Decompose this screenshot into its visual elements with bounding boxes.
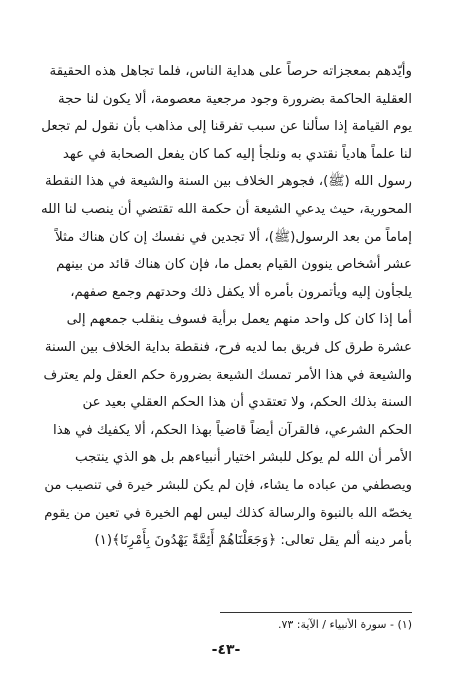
text-line: يوم القيامة إذا سألنا عن سبب تفرقنا إلى مذاهب بأن نقول لم تجعل [41,119,412,135]
text-line: السنة بذلك الحكم، ولا تعتقدي أن هذا الحكم العقلي بعيد عن [82,395,412,411]
text-line: أما إذا كان كل واحد منهم يعمل برأية فسوف ينقلب جمعهم إلى [66,312,412,328]
text-line: العقلية الحاكمة بضرورة وجود مرجعية معصومة، ألا يكون لنا حجة [57,91,412,107]
footnote-divider [220,612,412,613]
text-line: ويصطفي من عباده ما يشاء، فإن لم يكن للبشر خيرة في تنصيب من [44,477,412,493]
page-number: -٤٣- [211,642,241,658]
text-line: عشرة طرق كل فريق بما لديه فرح، فنقطة بداية الخلاف بين السنة [44,339,412,355]
text-line: الحكم الشرعي، فالقرآن أيضاً قاضياً بهذا الحكم، ألا يكفيك في هذا [53,422,412,438]
text-line: إماماً من بعد الرسول(ﷺ)، ألا تجدين في نفسك إن كان هناك مثلاً [55,229,412,245]
body-text [40,58,412,555]
footnote: (١) - سورة الأنبياء / الآية: ٧٣. [277,618,412,631]
text-line: عشر أشخاص ينوون القيام بعمل ما، فإن كان هناك قائد من بينهم [56,257,412,273]
text-line: رسول الله (ﷺ)، فجوهر الخلاف بين السنة والشيعة في هذا النقطة [45,174,412,190]
text-line: بأمر دينه ألم يقل تعالى: ﴿وَجَعَلْنَاهُمْ أَئِمَّةً يَهْدُونَ بِأَمْرِنَا﴾(١) [94,533,412,549]
text-line: يخصّه الله بالنبوة والرسالة كذلك ليس لهم الخيرة في تعين من يقوم [44,505,412,521]
text-line: المحورية، حيث يدعي الشيعة أن حكمة الله تقتضي أن ينصب لنا الله [41,201,412,217]
text-line: وأيّدهم بمعجزاته حرصاً على هداية الناس، فلما تجاهل هذه الحقيقة [49,64,412,79]
text-line: الأمر أن الله لم يوكل للبشر اختيار أنبياءهم بل هو الذي ينتجب [74,450,412,466]
text-line: يلجأون إليه ويأتمرون بأمره ألا يكفل ذلك وحدتهم وجمع صفهم، [70,284,412,300]
text-line: لنا علماً هادياً نقتدي به ونلجأ إليه كما كان يفعل الصحابة في عهد [62,146,412,162]
text-line: والشيعة في هذا الأمر تمسك الشيعة بضرورة حكم العقل ولم يعترف [43,367,412,383]
